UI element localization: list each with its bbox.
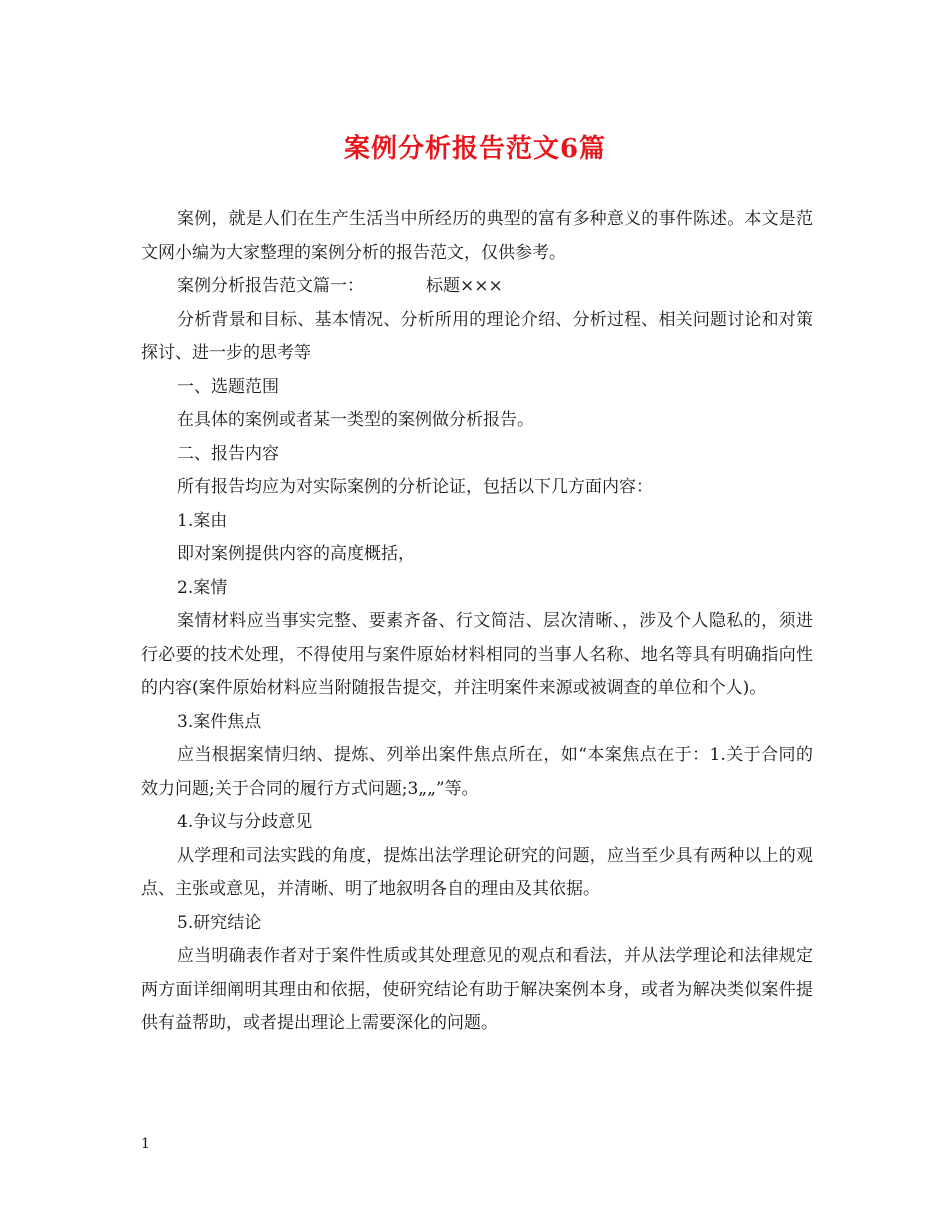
section-heading bbox=[141, 270, 813, 304]
outline-paragraph: 分析背景和目标、基本情况、分析所用的理论介绍、分析过程、相关问题讨论和对策探讨、进一步的思考等 bbox=[141, 309, 813, 363]
document-body bbox=[141, 203, 813, 1041]
conclusion-paragraph: 应当明确表作者对于案件性质或其处理意见的观点和看法，并从法学理论和法律规定两方面详细阐明其理由和依据，使研究结论有助于解决案例本身，或者为解决类似案件提供有益帮助，或者提出理论上需要深化的问题。 bbox=[141, 946, 813, 1033]
heading-topic-scope: 一、选题范围 bbox=[177, 376, 279, 397]
heading-conclusion: 5.研究结论 bbox=[177, 912, 262, 933]
heading-case-facts: 2.案情 bbox=[177, 577, 228, 598]
case-focus-paragraph: 应当根据案情归纳、提炼、列举出案件焦点所在，如“本案焦点在于：1.关于合同的效力问题;关于合同的履行方式问题;3„„”等。 bbox=[141, 745, 813, 799]
heading-report-content: 二、报告内容 bbox=[177, 443, 279, 464]
case-cause-paragraph: 即对案例提供内容的高度概括， bbox=[177, 544, 415, 564]
topic-scope-paragraph: 在具体的案例或者某一类型的案例做分析报告。 bbox=[177, 410, 534, 430]
report-content-paragraph: 所有报告均应为对实际案例的分析论证，包括以下几方面内容： bbox=[177, 477, 653, 497]
document-title: 案例分析报告范文6篇 bbox=[343, 134, 607, 164]
heading-disputes: 4.争议与分歧意见 bbox=[177, 812, 313, 832]
section-heading-left: 案例分析报告范文篇一： bbox=[177, 276, 364, 296]
section-heading-right: 标题××× bbox=[426, 276, 503, 296]
intro-paragraph: 案例，就是人们在生产生活当中所经历的典型的富有多种意义的事件陈述。本文是范文网小编为大家整理的案例分析的报告范文，仅供参考。 bbox=[141, 209, 813, 263]
heading-case-cause: 1.案由 bbox=[177, 510, 228, 531]
disputes-paragraph: 从学理和司法实践的角度，提炼出法学理论研究的问题，应当至少具有两种以上的观点、主张或意见，并清晰、明了地叙明各自的理由及其依据。 bbox=[141, 845, 813, 899]
heading-case-focus: 3.案件焦点 bbox=[177, 711, 262, 732]
case-facts-paragraph: 案情材料应当事实完整、要素齐备、行文简洁、层次清晰、，涉及个人隐私的，须进行必要的技术处理，不得使用与案件原始材料相同的当事人名称、地名等具有明确指向性的内容(案件原始材料应当附随报告提交，并注明案件来源或被调查的单位和个人)。 bbox=[141, 611, 813, 698]
page-number: 1 bbox=[141, 1136, 150, 1152]
